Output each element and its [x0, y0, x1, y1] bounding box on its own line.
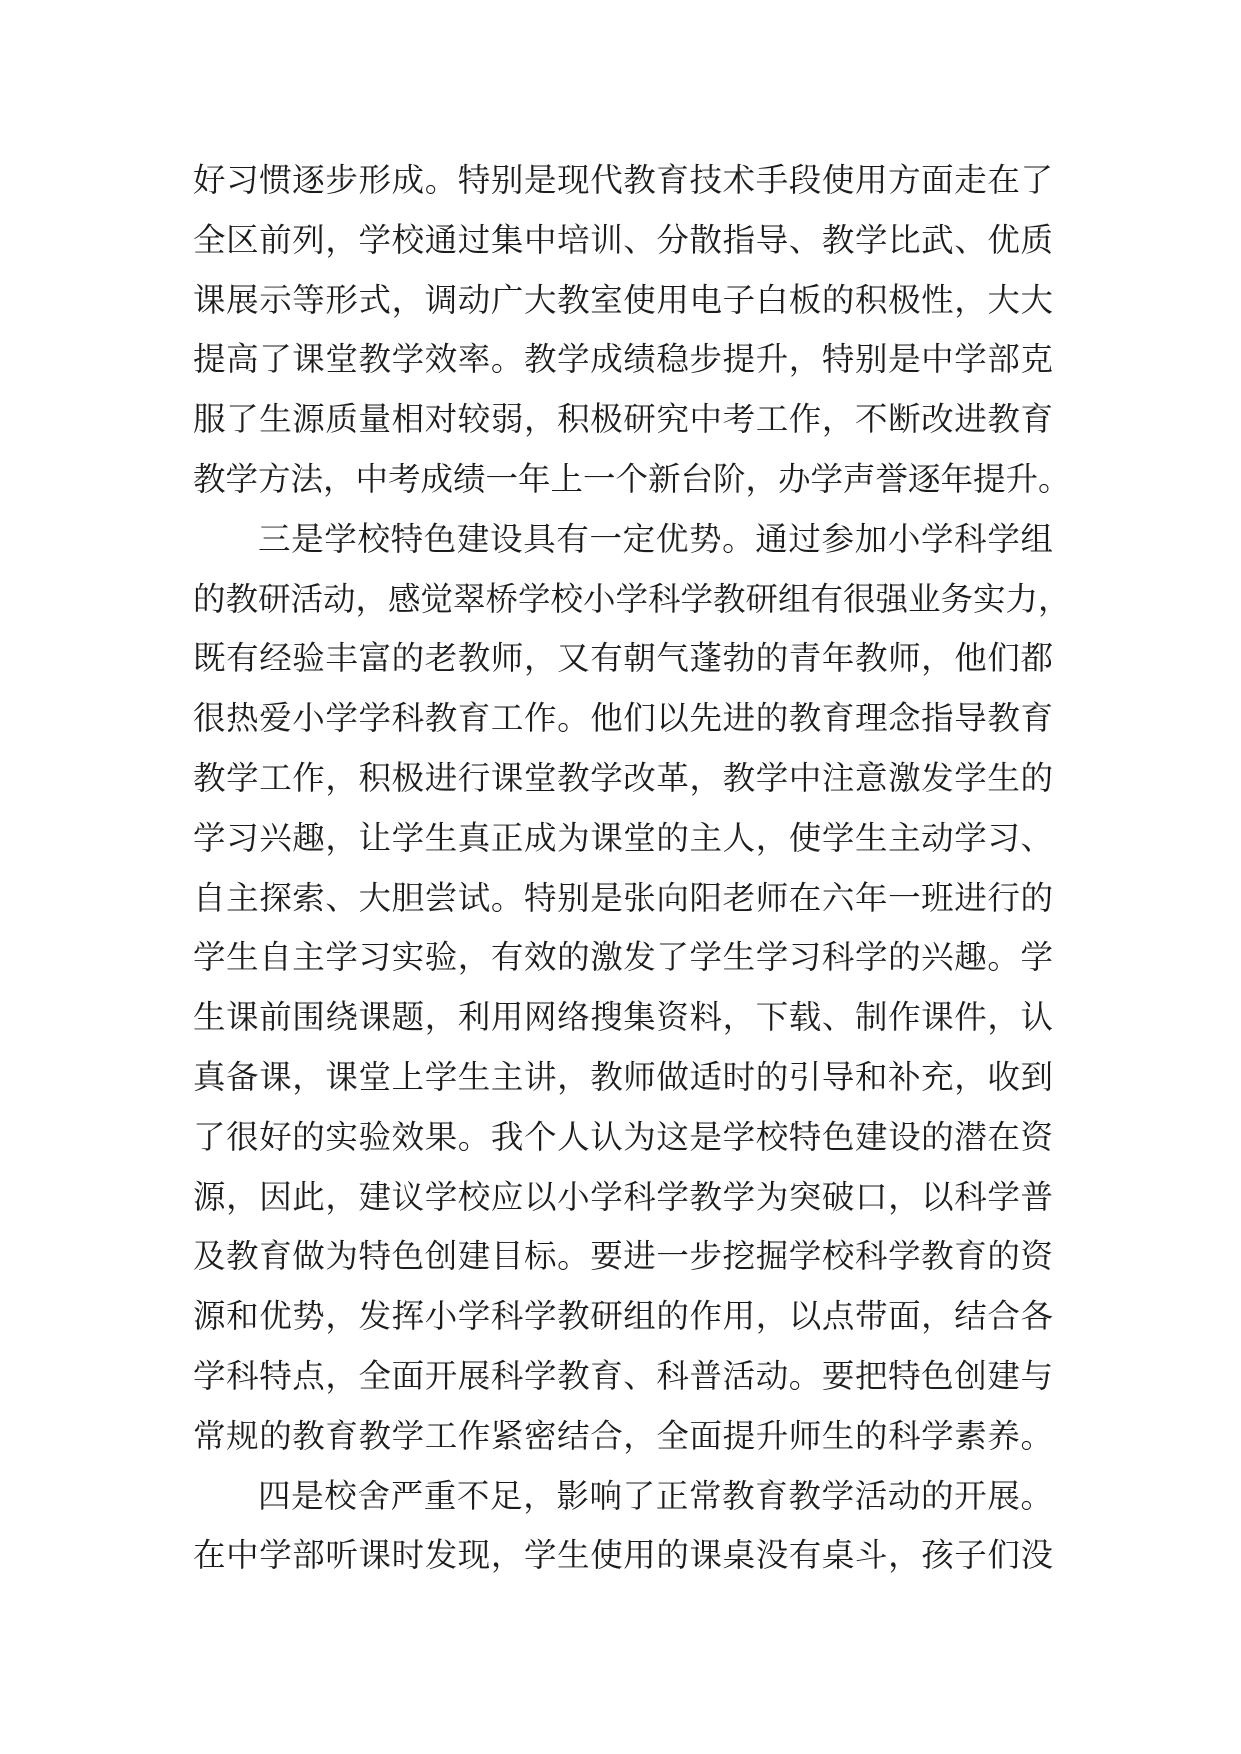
text-line: 常规的教育教学工作紧密结合，全面提升师生的科学素养。 [193, 1416, 1053, 1455]
text-line: 好习惯逐步形成。特别是现代教育技术手段使用方面走在了 [193, 161, 1053, 199]
text-line: 全区前列，学校通过集中培训、分散指导、教学比武、优质 [193, 220, 1053, 259]
text-line: 教学方法，中考成绩一年上一个新台阶，办学声誉逐年提升。 [193, 459, 1071, 498]
paragraph-4 [193, 1476, 1053, 1596]
text-line: 教学工作，积极进行课堂教学改革，教学中注意激发学生的 [193, 758, 1053, 797]
text-line: 四是校舍严重不足，影响了正常教育教学活动的开展。 [258, 1476, 1053, 1515]
text-line: 源，因此，建议学校应以小学科学教学为突破口，以科学普 [193, 1177, 1053, 1216]
text-line: 生课前围绕课题，利用网络搜集资料，下载、制作课件，认 [193, 998, 1053, 1037]
text-line: 学科特点，全面开展科学教育、科普活动。要把特色创建与 [193, 1356, 1053, 1395]
text-line: 学习兴趣，让学生真正成为课堂的主人，使学生主动学习、 [193, 818, 1053, 857]
text-line: 三是学校特色建设具有一定优势。通过参加小学科学组 [258, 519, 1053, 558]
text-line: 的教研活动，感觉翠桥学校小学科学教研组有很强业务实力， [193, 579, 1071, 618]
text-line: 源和优势，发挥小学科学教研组的作用，以点带面，结合各 [193, 1297, 1053, 1336]
document-body [193, 160, 1071, 1595]
text-line: 了很好的实验效果。我个人认为这是学校特色建设的潜在资 [193, 1117, 1053, 1156]
paragraph-3 [193, 519, 1071, 1476]
text-line: 很热爱小学学科教育工作。他们以先进的教育理念指导教育 [193, 699, 1053, 738]
text-line: 学生自主学习实验，有效的激发了学生学习科学的兴趣。学 [193, 938, 1053, 977]
paragraph-2-continuation [193, 160, 1071, 519]
text-line: 自主探索、大胆尝试。特别是张向阳老师在六年一班进行的 [193, 878, 1053, 917]
text-line: 既有经验丰富的老教师，又有朝气蓬勃的青年教师，他们都 [193, 639, 1053, 678]
text-line: 真备课，课堂上学生主讲，教师做适时的引导和补充，收到 [193, 1057, 1053, 1096]
text-line: 在中学部听课时发现，学生使用的课桌没有桌斗，孩子们没 [193, 1536, 1053, 1575]
text-line: 及教育做为特色创建目标。要进一步挖掘学校科学教育的资 [193, 1237, 1053, 1276]
text-line: 提高了课堂教学效率。教学成绩稳步提升，特别是中学部克 [193, 340, 1053, 379]
text-line: 服了生源质量相对较弱，积极研究中考工作，不断改进教育 [193, 400, 1053, 439]
text-line: 课展示等形式，调动广大教室使用电子白板的积极性，大大 [193, 280, 1053, 319]
